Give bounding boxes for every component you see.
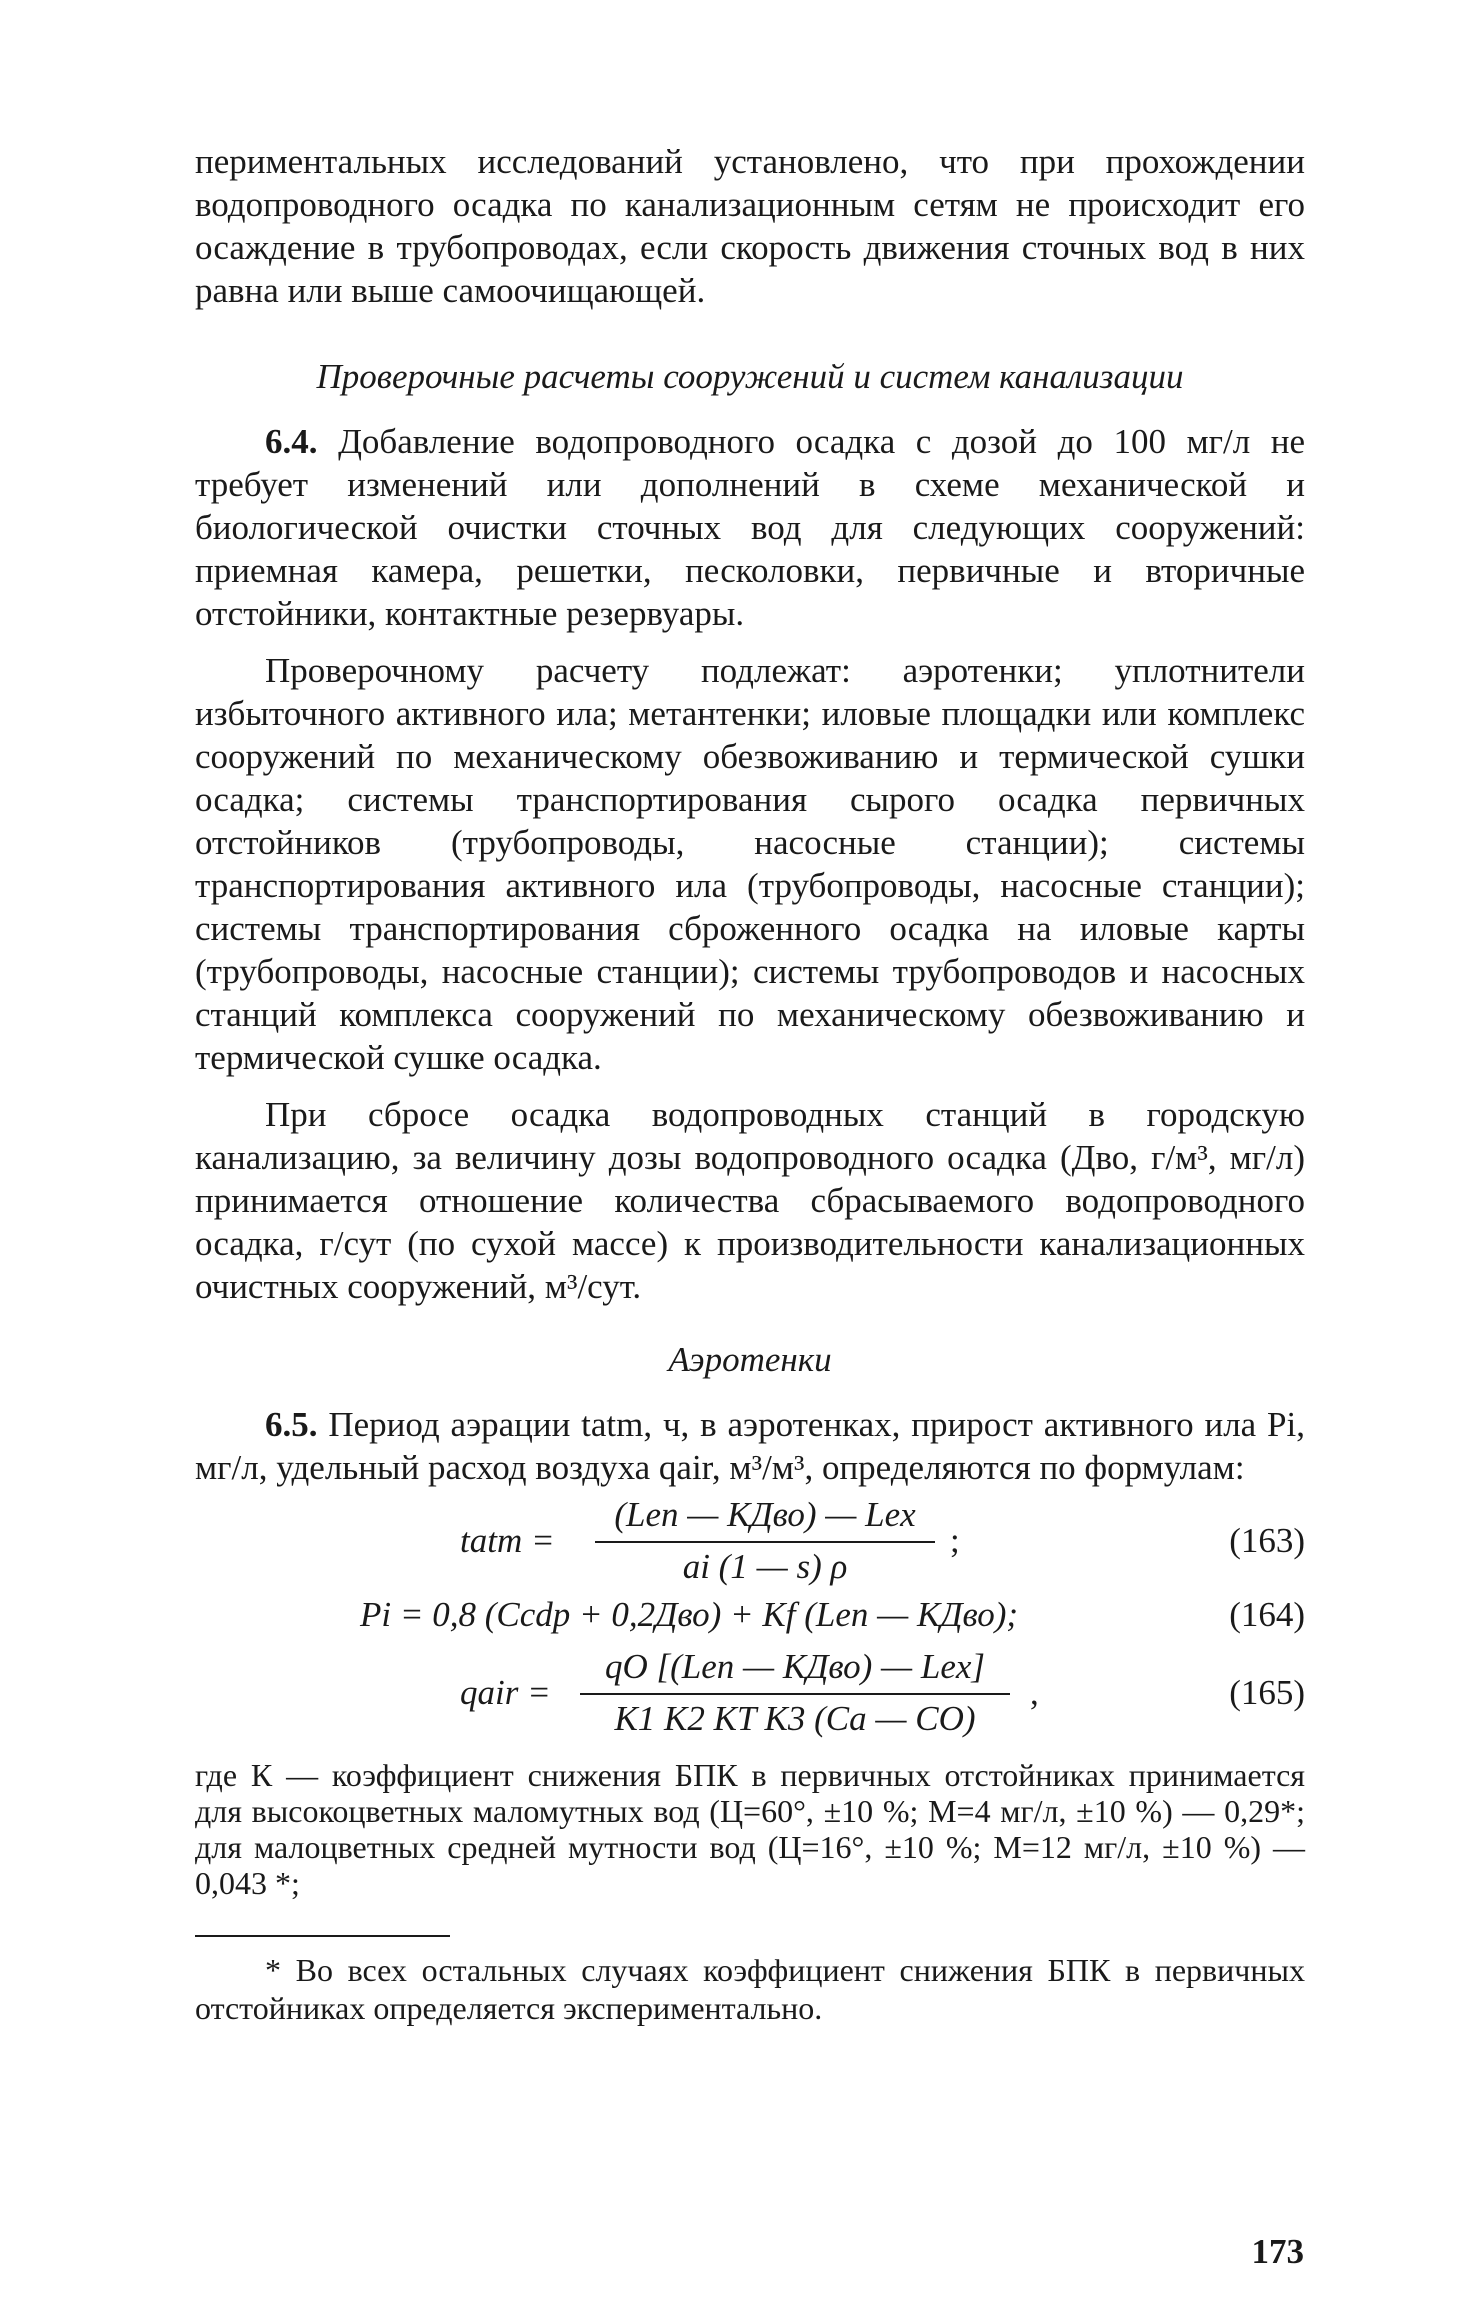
- formula-165-number: (165): [1229, 1673, 1305, 1712]
- formula-163-tail: ;: [950, 1521, 960, 1560]
- clause-number-6-4: 6.4.: [265, 422, 318, 461]
- intro-paragraph: периментальных исследований установлено, что при прохождении водопроводного осадка по канализационным сетям не происходит его осаждение в трубопроводах, если скорость движения сточных вод в них равна или выше самоочищающей.: [195, 142, 1305, 310]
- formula-165-tail: ,: [1030, 1673, 1039, 1712]
- formula-165-numerator: qO [(Len — КДво) — Lex]: [604, 1647, 986, 1686]
- paragraph-6-4: [195, 420, 1305, 635]
- formula-165-lhs: qair =: [460, 1673, 551, 1712]
- formula-163-numerator: (Len — КДво) — Lex: [614, 1495, 916, 1534]
- page-number: 173: [1251, 2232, 1304, 2271]
- check-list-paragraph: Проверочному расчету подлежат: аэротенки; уплотнители избыточного активного ила; метантенки; иловые площадки или комплекс сооружений по механическому обезвоживанию и термической сушки осадка; системы транспортирования сырого осадка первичных отстойников (трубопроводы, насосные станции); системы транспортирования активного ила (трубопроводы, насосные станции); системы транспортирования сброженного осадка на иловые карты (трубопроводы, насосные станции); системы трубопроводов и насосных станций комплекса сооружений по механическому обезвоживанию и термической сушке осадка.: [195, 651, 1305, 1077]
- dose-paragraph: При сбросе осадка водопроводных станций в городскую канализацию, за величину дозы водопроводного осадка (Дво, г/м³, мг/л) принимается отношение количества сбрасываемого водопроводного осадка, г/сут (по сухой массе) к производительности канализационных очистных сооружений, м³/сут.: [195, 1095, 1305, 1306]
- formula-163: [195, 1495, 1305, 1585]
- paragraph-6-4-text: Добавление водопроводного осадка с дозой до 100 мг/л не требует изменений или дополнений в схеме механической и биологической очистки сточных вод для следующих сооружений: приемная камера, решетки, песколовки, первичные и вторичные отстойники, контактные резервуары.: [195, 422, 1306, 633]
- formula-164-body: Pi = 0,8 (Ccdp + 0,2Дво) + Kf (Len — КДво);: [360, 1595, 1019, 1634]
- formula-163-fraction-bar: [595, 1541, 935, 1543]
- clause-number-6-5: 6.5.: [265, 1405, 318, 1444]
- section-heading-checks: Проверочные расчеты сооружений и систем канализации: [316, 357, 1184, 396]
- document-page: [195, 140, 1305, 2027]
- formula-163-denominator: ai (1 — s) ρ: [682, 1547, 848, 1586]
- footnote: [195, 1951, 1305, 2027]
- formula-163-number: (163): [1229, 1521, 1305, 1560]
- formula-164: [195, 1589, 1305, 1645]
- paragraph-6-5-text: Период аэрации tatm, ч, в аэротенках, прирост активного ила Pi, мг/л, удельный расход воздуха qair, м³/м³, определяются по формулам:: [195, 1405, 1305, 1487]
- formula-165-fraction-bar: [580, 1693, 1010, 1695]
- formula-165: [195, 1647, 1305, 1737]
- formula-163-lhs: tatm =: [460, 1521, 555, 1560]
- paragraph-6-5: [195, 1403, 1305, 1489]
- footnote-divider: [195, 1935, 450, 1937]
- formula-164-number: (164): [1229, 1595, 1305, 1634]
- section-heading-aerotanks: Аэротенки: [668, 1340, 832, 1379]
- formula-165-denominator: K1 K2 KT K3 (Ca — CO): [614, 1699, 976, 1738]
- footnote-text: * Во всех остальных случаях коэффициент снижения БПК в первичных отстойниках определяется экспериментально.: [195, 1952, 1305, 2026]
- where-definitions: где К — коэффициент снижения БПК в первичных отстойниках принимается для высокоцветных маломутных вод (Ц=60°, ±10 %; М=4 мг/л, ±10 %) — 0,29*; для малоцветных средней мутности вод (Ц=16°, ±10 %; М=12 мг/л, ±10 %) — 0,043 *;: [195, 1757, 1305, 1901]
